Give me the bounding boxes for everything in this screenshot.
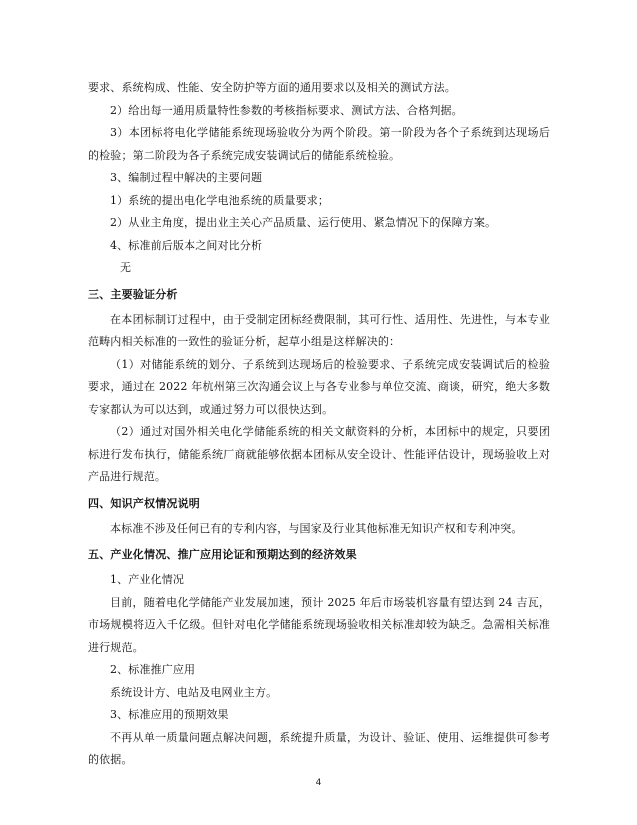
industrialization-text: 目前，随着电化学储能产业发展加速，预计 2025 年后市场装机容量有望达到 24 吉瓦，市场规模将迈入千亿级。但针对电化学储能系统现场验收相关标准却较为缺乏。急需相关标准进行规范。 (88, 595, 550, 654)
list-item-2: 2）给出每一通用质量特性参数的考核指标要求、测试方法、合格判据。 (110, 103, 463, 117)
version-comparison-none: 无 (120, 261, 132, 274)
promotion-text: 系统设计方、电站及电网业主方。 (110, 685, 278, 699)
verification-intro: 在本团标制订过程中，由于受制定团标经费限制，其可行性、适用性、先进性，与本专业范畴内相关标准的一致性的验证分析，起草小组是这样解决的： (88, 312, 550, 348)
subheading-version-comparison: 4、标准前后版本之间对比分析 (110, 238, 263, 252)
subheading-problems-solved: 3、编制过程中解决的主要问题 (110, 171, 263, 184)
paragraph-continuation: 要求、系统构成、性能、安全防护等方面的通用要求以及相关的测试方法。 (88, 81, 456, 94)
verification-point-1: （1）对储能系统的划分、子系统到达现场后的检验要求、子系统完成安装调试后的检验要求，通过在 2022 年杭州第三次沟通会议上与各专业参与单位交流、商谈，研究，绝大多数专家都认为可以达到，或通过努力可以很快达到。 (88, 357, 550, 416)
section-heading-ip: 四、知识产权情况说明 (88, 496, 200, 510)
ip-statement: 本标准不涉及任何已有的专利内容，与国家及行业其他标准无知识产权和专利冲突。 (110, 521, 523, 535)
subheading-industrialization: 1、产业化情况 (110, 573, 185, 586)
list-item-problem-1: 1）系统的提出电化学电池系统的质量要求； (110, 193, 329, 207)
subheading-expected-effect: 3、标准应用的预期效果 (110, 708, 229, 721)
page-number: 4 (315, 778, 322, 788)
verification-point-2: （2）通过对国外相关电化学储能系统的相关文献资料的分析，本团标中的规定，只要团标进行发布执行，储能系统厂商就能够依据本团标从安全设计、性能评估设计，现场验收上对产品进行规范。 (88, 425, 550, 483)
list-item-3: 3）本团标将电化学储能系统现场验收分为两个阶段。第一阶段为各个子系统到达现场后的检验；第二阶段为各子系统完成安装调试后的储能系统检验。 (88, 126, 550, 162)
section-heading-industrialization: 五、产业化情况、推广应用论证和预期达到的经济效果 (88, 548, 357, 561)
subheading-promotion: 2、标准推广应用 (110, 663, 196, 676)
expected-effect-text: 不再从单一质量问题点解决问题，系统提升质量，为设计、验证、使用、运维提供可参考的依据。 (88, 730, 550, 766)
list-item-problem-2: 2）从业主角度，提出业主关心产品质量、运行使用、紧急情况下的保障方案。 (110, 216, 497, 229)
document-body (88, 77, 550, 772)
section-heading-verification: 三、主要验证分析 (88, 287, 178, 301)
